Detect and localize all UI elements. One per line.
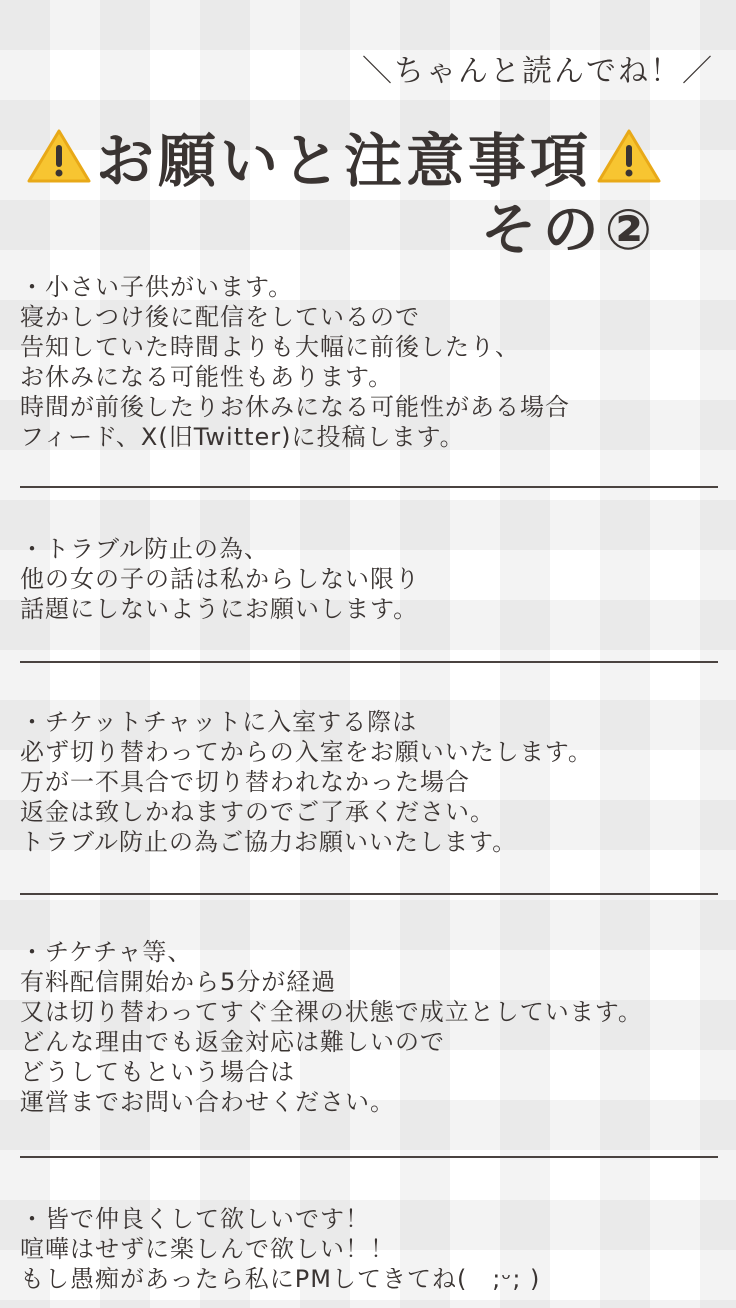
notice-line: 話題にしないようにお願いします。: [20, 595, 419, 623]
notice-line: お休みになる可能性もあります。: [20, 363, 394, 391]
notice-line: 喧嘩はせずに楽しんで欲しい！！: [20, 1235, 395, 1263]
notice-line: どんな理由でも返金対応は難しいので: [20, 1028, 445, 1056]
notice-line: ・小さい子供がいます。: [20, 273, 294, 301]
notice-line: 寝かしつけ後に配信をしているので: [20, 303, 420, 331]
notice-line: 有料配信開始から5分が経過: [20, 968, 337, 996]
notice-line: 必ず切り替わってからの入室をお願いいたします。: [20, 738, 593, 766]
notice-line: もし愚痴があったら私にPMしてきてね( ;ᵕ; ): [20, 1265, 541, 1293]
warning-icon: [26, 128, 92, 184]
page-title: お願いと注意事項: [96, 127, 593, 195]
notice-line: ・皆で仲良くして欲しいです！: [20, 1205, 370, 1233]
notice-line: 他の女の子の話は私からしない限り: [20, 565, 420, 593]
notice-line: フィード、X(旧Twitter)に投稿します。: [20, 423, 465, 451]
notice-line: トラブル防止の為ご協力お願いいたします。: [20, 828, 518, 856]
section-divider: [20, 1156, 718, 1158]
notice-line: 返金は致しかねますのでご了承ください。: [20, 798, 495, 826]
notice-line: どうしてもという場合は: [20, 1058, 295, 1086]
notice-line: 時間が前後したりお休みになる可能性がある場合: [20, 393, 570, 421]
notice-line: 運営までお問い合わせください。: [20, 1088, 395, 1116]
notice-section: [20, 1204, 730, 1294]
warning-icon: [596, 128, 662, 184]
section-divider: [20, 893, 718, 895]
notice-section: [20, 272, 730, 452]
tagline: ＼ちゃんと読んでね！／: [362, 54, 714, 89]
notice-line: 告知していた時間よりも大幅に前後したり、: [20, 333, 520, 361]
page-subtitle: その②: [480, 198, 658, 263]
notice-line: ・チケットチャットに入室する際は: [20, 708, 418, 736]
notice-section: [20, 707, 730, 857]
notice-section: [20, 937, 730, 1117]
notice-line: 万が一不具合で切り替われなかった場合: [20, 768, 470, 796]
section-divider: [20, 661, 718, 663]
notice-section: [20, 534, 730, 624]
notice-line: ・チケチャ等、: [20, 938, 193, 966]
notice-line: 又は切り替わってすぐ全裸の状態で成立としています。: [20, 998, 643, 1026]
section-divider: [20, 486, 718, 488]
notice-line: ・トラブル防止の為、: [20, 535, 270, 563]
